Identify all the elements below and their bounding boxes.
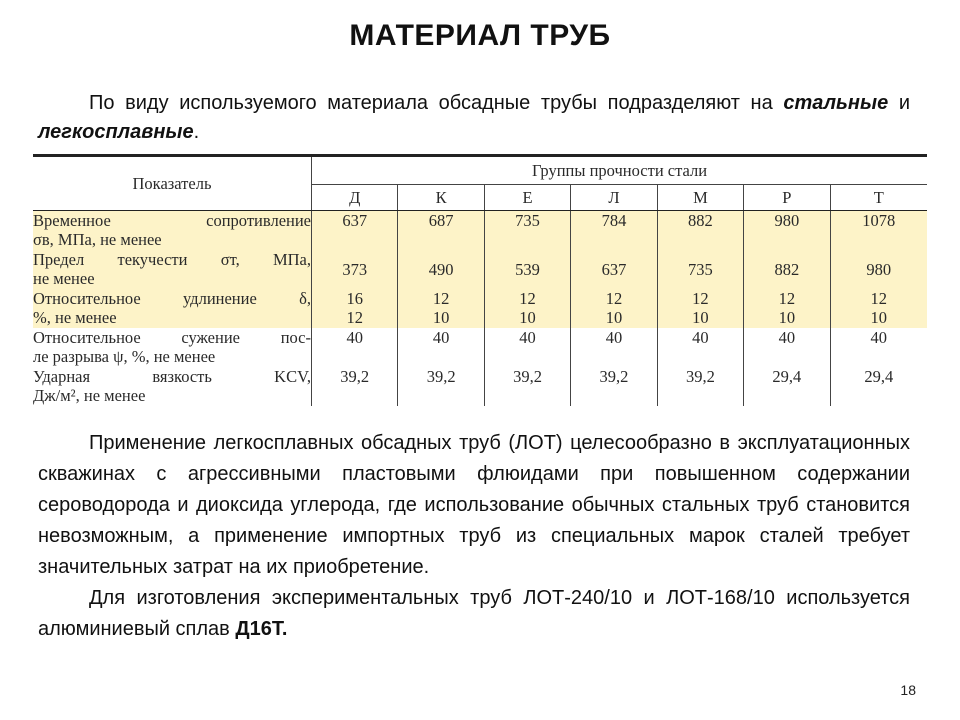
paragraph-lot-application: Применение легкосплавных обсадных труб (ЛОТ) целесообразно в эксплуатационных скважинах с агрессивными пластовыми флюидами при повышенном содержании сероводорода и диоксида углерода, где использование обычных стальных труб становится невозможным, а применение импортных труб из специальных марок сталей требует значительных затрат на их приобретение. (38, 432, 910, 578)
table-cell: 373 (312, 250, 398, 289)
table-cell: 882 (657, 211, 743, 251)
table-row (33, 328, 927, 367)
row-label-line2: σв, МПа, не менее (33, 230, 162, 249)
row-label-line1: Ударная вязкость KCV, (33, 367, 311, 386)
table-cell: 39,2 (312, 367, 398, 406)
intro-bold-light-alloy: легкосплавные (38, 121, 194, 143)
row-label (33, 367, 312, 406)
table-cell: 637 (312, 211, 398, 251)
cell-value-top: 12 (605, 289, 623, 308)
row-label (33, 328, 312, 367)
table-cell: 40 (870, 328, 888, 347)
strength-groups-table (33, 154, 927, 406)
table-cell: 29,4 (864, 367, 894, 386)
table-cell: 735 (484, 211, 570, 251)
cell-value-top: 12 (692, 289, 709, 308)
cell-value-top: 12 (519, 289, 536, 308)
header-group-e: Е (484, 185, 570, 211)
header-group-l: Л (571, 185, 657, 211)
cell-value-bottom: 10 (692, 308, 709, 327)
table-cell: 40 (484, 328, 570, 367)
intro-bold-steel: стальные (783, 92, 889, 114)
table-cell (657, 289, 743, 328)
header-group-r: Р (744, 185, 830, 211)
row-label (33, 250, 312, 289)
row-label-line2: не менее (33, 269, 95, 288)
table-cell: 882 (744, 250, 830, 289)
table-cell (744, 289, 830, 328)
header-indicator: Показатель (33, 156, 312, 211)
table-row (33, 289, 927, 328)
row-label-line2: ле разрыва ψ, %, не менее (33, 347, 216, 366)
row-label (33, 289, 312, 328)
header-group-t: Т (830, 185, 927, 211)
table-cell: 29,4 (744, 367, 830, 406)
table-cell: 39,2 (484, 367, 570, 406)
table-cell: 1078 (830, 211, 927, 251)
header-group-m: М (657, 185, 743, 211)
table-cell: 687 (398, 211, 484, 251)
cell-value-bottom: 10 (432, 308, 450, 327)
table-cell: 40 (571, 328, 657, 367)
table-cell: 980 (830, 250, 927, 289)
table-cell: 40 (312, 328, 398, 367)
cell-value-bottom: 10 (519, 308, 536, 327)
header-group-k: К (398, 185, 484, 211)
row-label-line1: Относительное сужение пос- (33, 328, 311, 347)
table-cell: 39,2 (398, 367, 484, 406)
slide-title: МАТЕРИАЛ ТРУБ (349, 19, 611, 52)
intro-end: . (193, 121, 200, 143)
strength-table-wrapper (33, 154, 927, 406)
cell-value-bottom: 10 (605, 308, 623, 327)
row-label-line2: Дж/м², не менее (33, 386, 146, 405)
intro-and: и (898, 92, 911, 114)
alloy-name: Д16Т. (235, 618, 288, 640)
cell-value-bottom: 10 (870, 308, 888, 327)
paragraph-alloy-text: Для изготовления экспериментальных труб ЛОТ-240/10 и ЛОТ-168/10 используется алюминиевый сплав (38, 587, 910, 640)
intro-paragraph (38, 89, 910, 147)
cell-value-top: 12 (778, 289, 796, 308)
row-label (33, 211, 312, 251)
table-cell: 980 (744, 211, 830, 251)
cell-value-top: 12 (870, 289, 888, 308)
table-cell: 39,2 (571, 367, 657, 406)
table-cell: 40 (744, 328, 830, 367)
intro-text: По виду используемого материала обсадные трубы подразделяют на (89, 92, 773, 114)
table-cell: 735 (657, 250, 743, 289)
header-group-d: Д (312, 185, 398, 211)
row-label-line1: Относительное удлинение δ, (33, 289, 311, 308)
table-cell: 40 (398, 328, 484, 367)
row-label-line1: Временное сопротивление (33, 211, 311, 230)
body-text (38, 428, 910, 645)
table-row (33, 211, 927, 251)
cell-value-bottom: 10 (778, 308, 796, 327)
header-strength-groups: Группы прочности стали (312, 156, 928, 185)
paragraph-alloy (38, 583, 910, 645)
table-cell (398, 289, 484, 328)
table-cell (312, 289, 398, 328)
table-cell: 490 (398, 250, 484, 289)
table-cell: 784 (571, 211, 657, 251)
table-cell: 40 (657, 328, 743, 367)
table-row (33, 367, 927, 406)
cell-value-top: 16 (346, 289, 363, 308)
table-cell (830, 289, 927, 328)
table-cell (484, 289, 570, 328)
table-row (33, 250, 927, 289)
cell-value-top: 12 (432, 289, 450, 308)
table-cell: 539 (484, 250, 570, 289)
table-cell: 637 (571, 250, 657, 289)
row-label-line2: %, не менее (33, 308, 117, 327)
table-cell (571, 289, 657, 328)
table-cell: 39,2 (657, 367, 743, 406)
page-number: 18 (900, 682, 916, 698)
cell-value-bottom: 12 (346, 308, 363, 327)
row-label-line1: Предел текучести σт, МПа, (33, 250, 311, 269)
